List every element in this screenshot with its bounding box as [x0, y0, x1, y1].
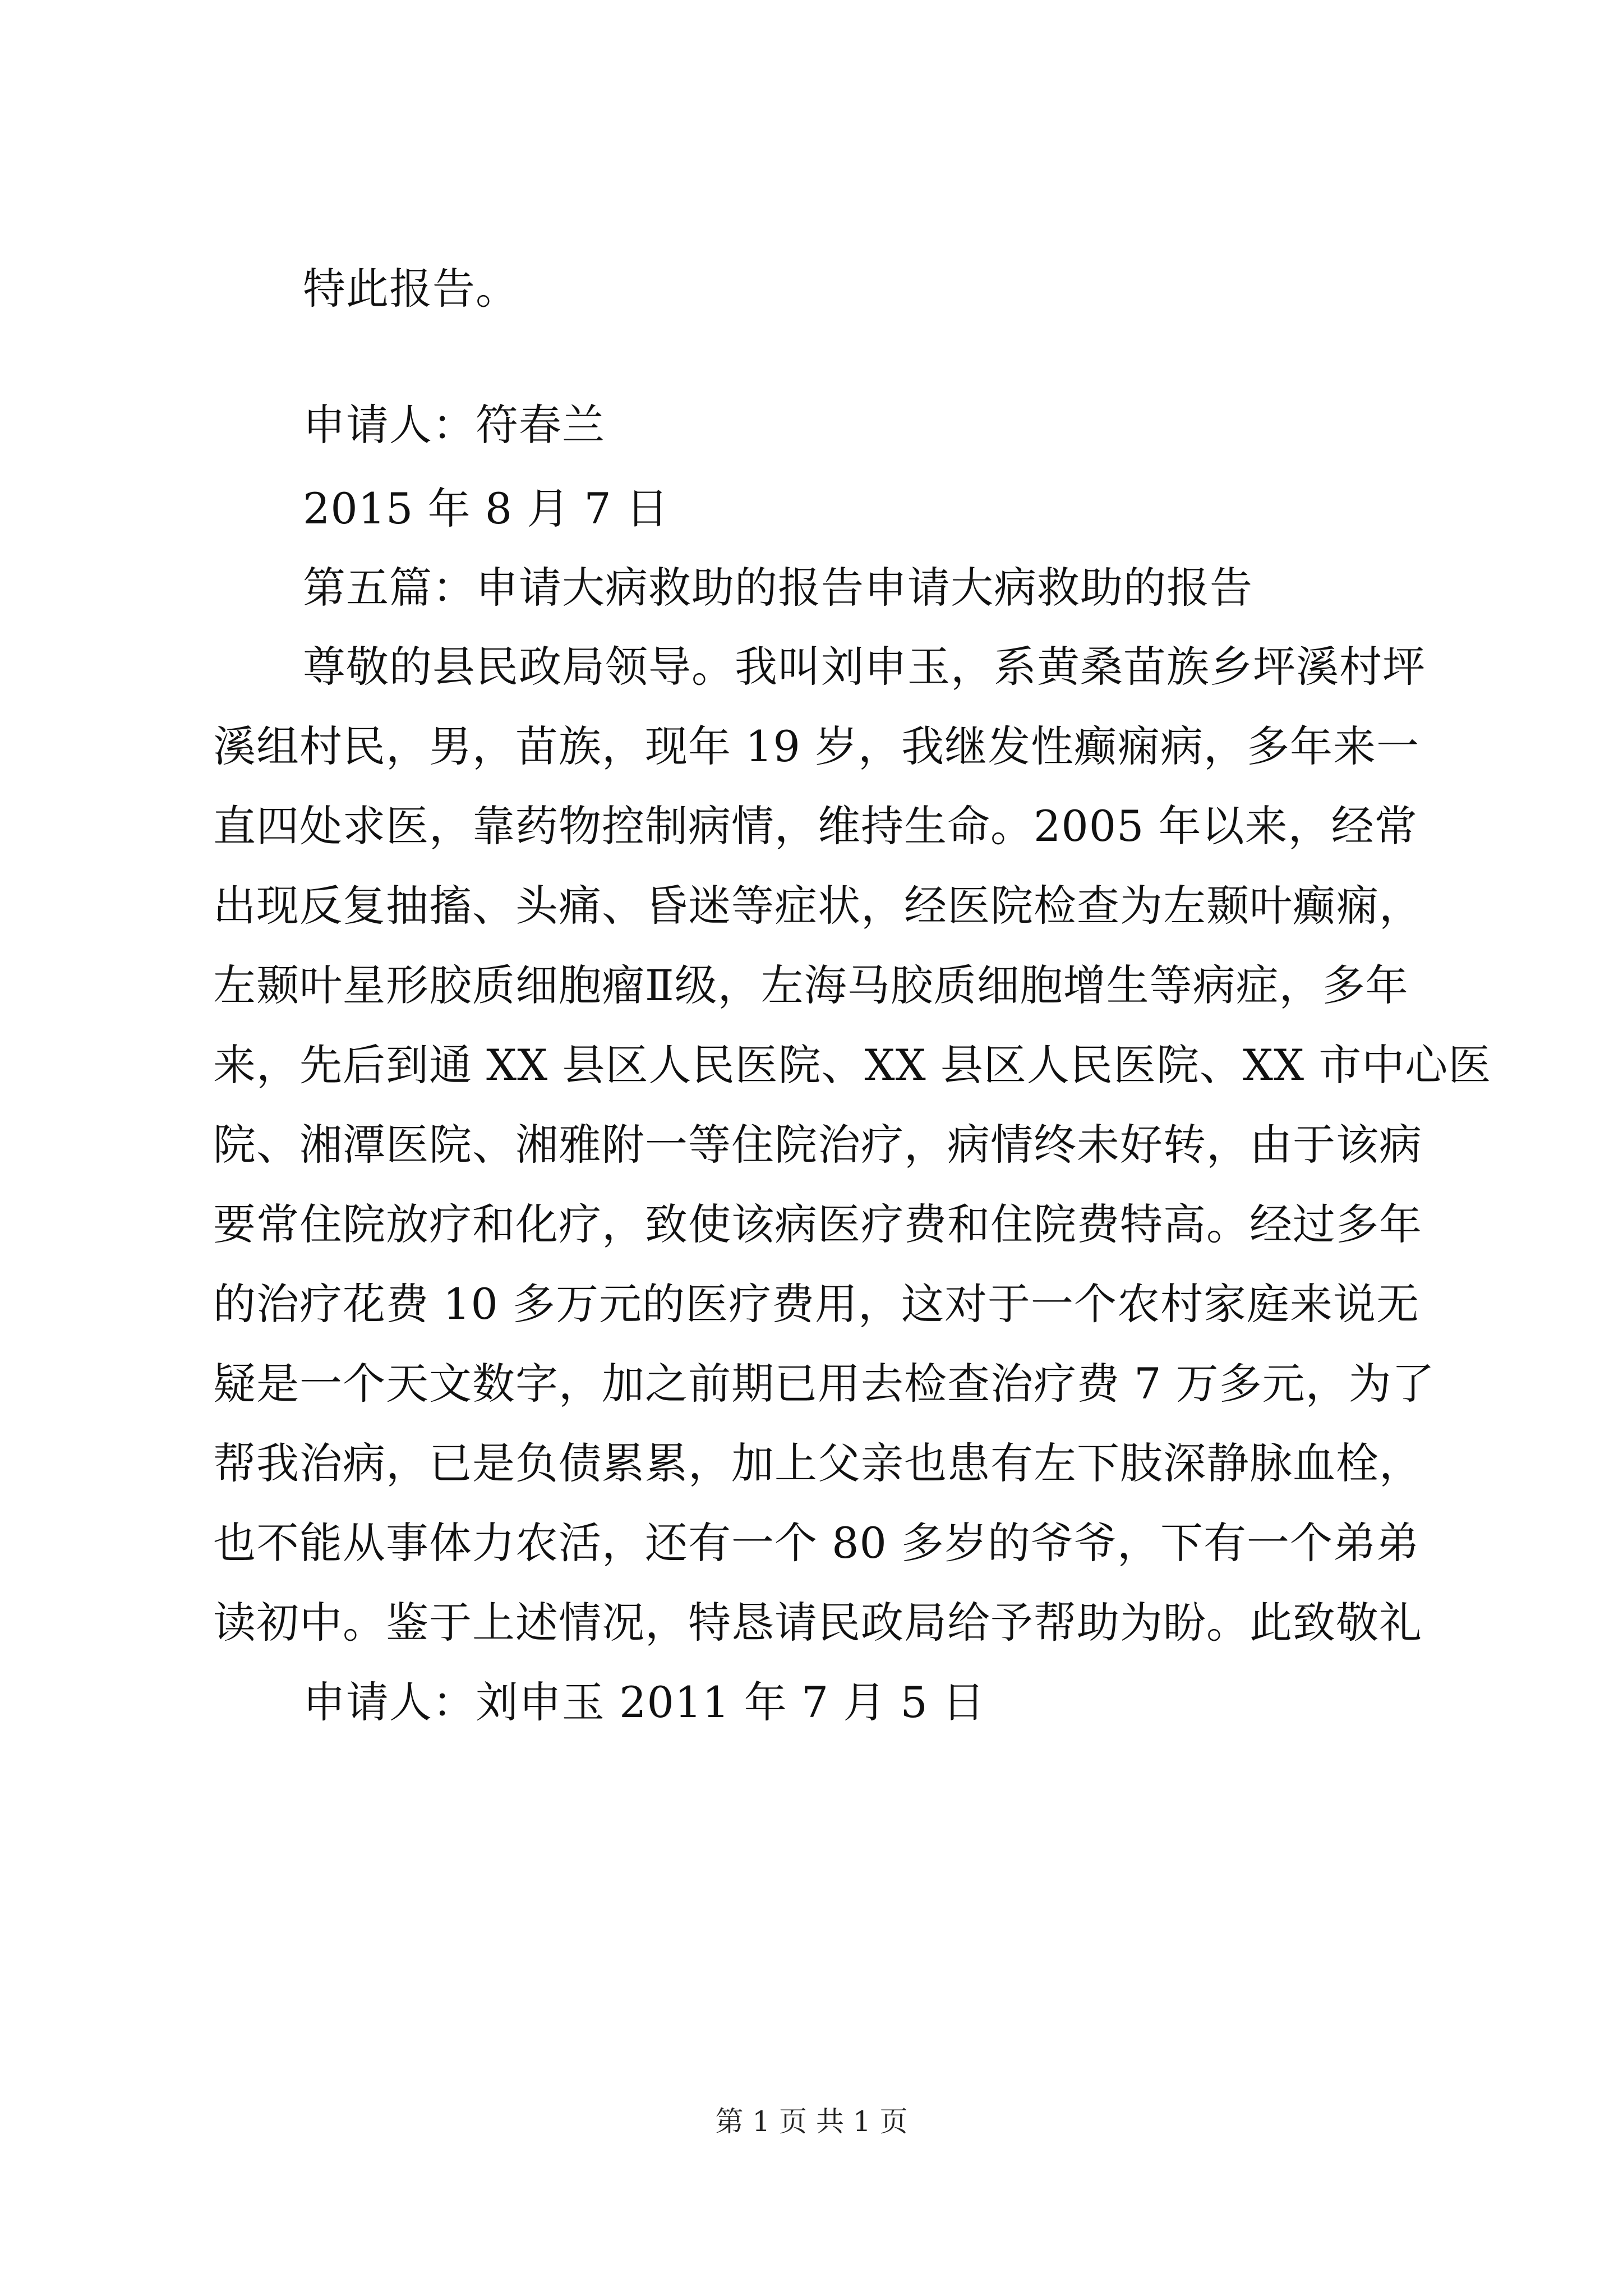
body-line: 来，先后到通 XX 县区人民医院、XX 县区人民医院、XX 市中心医: [213, 1040, 1492, 1090]
body-line: 直四处求医，靠药物控制病情，维持生命。2005 年以来，经常: [213, 801, 1418, 851]
body-line: 出现反复抽搐、头痛、昏迷等症状，经医院检查为左颞叶癫痫，: [213, 881, 1422, 931]
body-line: 尊敬的县民政局领导。我叫刘申玉，系黄桑苗族乡坪溪村坪: [303, 642, 1426, 692]
body-line: 的治疗花费 10 多万元的医疗费用，这对于一个农村家庭来说无: [213, 1279, 1420, 1329]
body-line: 院、湘潭医院、湘雅附一等住院治疗，病情终未好转，由于该病: [213, 1120, 1422, 1170]
body-line: 疑是一个天文数字，加之前期已用去检查治疗费 7 万多元，为了: [213, 1359, 1435, 1409]
body-line: 帮我治病，已是负债累累，加上父亲也患有左下肢深静脉血栓，: [213, 1438, 1422, 1488]
body-line: 左颞叶星形胶质细胞瘤Ⅱ级，左海马胶质细胞增生等病症，多年: [213, 960, 1409, 1010]
applicant-line: 申请人：符春兰: [303, 400, 605, 450]
body-line: 读初中。鉴于上述情况，特恳请民政局给予帮助为盼。此致敬礼: [213, 1598, 1422, 1648]
date-line: 2015 年 8 月 7 日: [303, 484, 669, 533]
closing-line: 特此报告。: [303, 264, 519, 314]
signature-line: 申请人：刘申玉 2011 年 7 月 5 日: [303, 1677, 986, 1727]
section-title: 第五篇：申请大病救助的报告申请大病救助的报告: [303, 563, 1253, 613]
body-line: 也不能从事体力农活，还有一个 80 多岁的爷爷，下有一个弟弟: [213, 1518, 1420, 1568]
body-line: 要常住院放疗和化疗，致使该病医疗费和住院费特高。经过多年: [213, 1199, 1422, 1249]
page-number-footer: 第 1 页 共 1 页: [715, 2105, 908, 2138]
body-line: 溪组村民，男，苗族，现年 19 岁，我继发性癫痫病，多年来一: [213, 721, 1420, 771]
